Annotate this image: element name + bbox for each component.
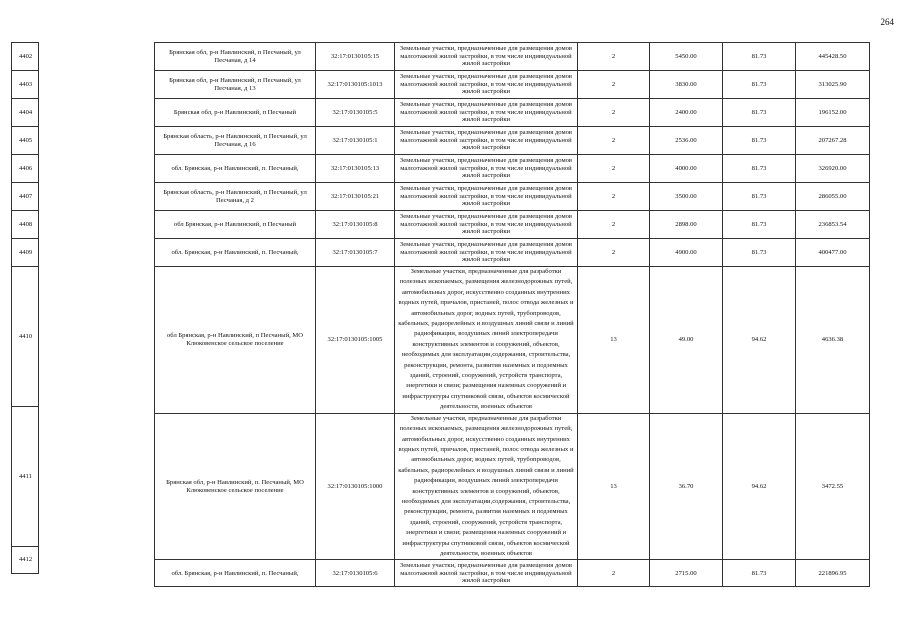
area-cell: 3830.00 [650, 71, 723, 99]
address-cell: обл Брянская, р-н Навлинский, п Песчаный [155, 211, 316, 239]
rate-cell: 94.62 [723, 267, 796, 414]
row-number-cell: 4409 [12, 239, 39, 267]
row-number-row [12, 43, 39, 71]
rate-cell: 81.73 [723, 71, 796, 99]
row-number-row [12, 211, 39, 239]
area-cell: 36.70 [650, 413, 723, 560]
row-number-row [12, 267, 39, 407]
area-cell: 4000.00 [650, 155, 723, 183]
land-purpose-cell: Земельные участки, предназначенные для разработки полезных ископаемых, размещения железнодорожных путей, автомобильных дорог, искусственно созданных внутренних водных путей, причалов, пристаней, полос отвода железных и автомобильных дорог, водных путей, трубопроводов, кабельных, радиорелейных и воздушных линий связи и линий радиофикации, воздушных линий электропередачи конструктивных элементов и сооружений, объектов, необходимых для эксплуатации,содержания, строительства, реконструкции, ремонта, развития наземных и подземных зданий, строений, сооружений, устройств транспорта, энергетики и связи; размещения наземных сооружений и инфраструктуры спутниковой связи, объектов космической деятельности, военных объектов [395, 413, 578, 560]
land-purpose-cell: Земельные участки, предназначенные для размещения домов малоэтажной жилой застройки, в том числе индивидуальной жилой застройки [395, 71, 578, 99]
table-row [155, 155, 870, 183]
group-cell: 2 [578, 211, 650, 239]
area-cell: 4900.00 [650, 239, 723, 267]
table-row [155, 413, 870, 560]
rate-cell: 81.73 [723, 127, 796, 155]
row-number-row [12, 183, 39, 211]
land-purpose-cell: Земельные участки, предназначенные для размещения домов малоэтажной жилой застройки, в том числе индивидуальной жилой застройки [395, 183, 578, 211]
row-number-row [12, 547, 39, 574]
table-row [155, 127, 870, 155]
cadastral-number-cell: 32:17:0130105:1 [316, 127, 395, 155]
row-number-row [12, 99, 39, 127]
cadastral-value-cell: 207267.28 [796, 127, 870, 155]
land-purpose-cell: Земельные участки, предназначенные для размещения домов малоэтажной жилой застройки, в том числе индивидуальной жилой застройки [395, 239, 578, 267]
rate-cell: 81.73 [723, 155, 796, 183]
land-purpose-cell: Земельные участки, предназначенные для размещения домов малоэтажной жилой застройки, в том числе индивидуальной жилой застройки [395, 560, 578, 587]
row-number-cell: 4406 [12, 155, 39, 183]
row-number-cell: 4407 [12, 183, 39, 211]
address-cell: обл. Брянская, р-н Навлинский, п. Песчаный, [155, 560, 316, 587]
row-number-cell: 4404 [12, 99, 39, 127]
row-number-cell: 4408 [12, 211, 39, 239]
area-cell: 2715.00 [650, 560, 723, 587]
cadastral-value-cell: 196152.00 [796, 99, 870, 127]
area-cell: 2898.00 [650, 211, 723, 239]
cadastral-value-cell: 3472.55 [796, 413, 870, 560]
row-number-cell: 4403 [12, 71, 39, 99]
group-cell: 2 [578, 155, 650, 183]
cadastral-value-cell: 286055.00 [796, 183, 870, 211]
group-cell: 2 [578, 127, 650, 155]
cadastral-number-cell: 32:17:0130105:13 [316, 155, 395, 183]
rate-cell: 81.73 [723, 183, 796, 211]
cadastral-value-cell: 445428.50 [796, 43, 870, 71]
rate-cell: 81.73 [723, 560, 796, 587]
land-purpose-cell: Земельные участки, предназначенные для размещения домов малоэтажной жилой застройки, в том числе индивидуальной жилой застройки [395, 43, 578, 71]
address-cell: Брянская область, р-н Навлинский, п Песчаный, ул Песчаная, д 16 [155, 127, 316, 155]
cadastral-number-cell: 32:17:0130105:1000 [316, 413, 395, 560]
row-number-column [11, 42, 39, 574]
row-number-cell: 4402 [12, 43, 39, 71]
land-purpose-cell: Земельные участки, предназначенные для размещения домов малоэтажной жилой застройки, в том числе индивидуальной жилой застройки [395, 127, 578, 155]
row-number-row [12, 407, 39, 547]
group-cell: 2 [578, 43, 650, 71]
row-number-cell: 4405 [12, 127, 39, 155]
cadastral-value-cell: 221896.95 [796, 560, 870, 587]
address-cell: обл Брянская, р-н Навлинский, п Песчаный, МО Клюковенское сельское поселение [155, 267, 316, 414]
address-cell: Брянская область, р-н Навлинский, п Песчаный, ул Песчаная, д 2 [155, 183, 316, 211]
group-cell: 13 [578, 413, 650, 560]
cadastral-number-cell: 32:17:0130105:21 [316, 183, 395, 211]
area-cell: 2536.00 [650, 127, 723, 155]
row-number-row [12, 155, 39, 183]
group-cell: 2 [578, 239, 650, 267]
cadastral-number-cell: 32:17:0130105:1005 [316, 267, 395, 414]
row-number-cell: 4412 [12, 547, 39, 574]
rate-cell: 81.73 [723, 43, 796, 71]
table-row [155, 43, 870, 71]
table-row [155, 183, 870, 211]
area-cell: 5450.00 [650, 43, 723, 71]
land-purpose-cell: Земельные участки, предназначенные для разработки полезных ископаемых, размещения железнодорожных путей, автомобильных дорог, искусственно созданных внутренних водных путей, причалов, пристаней, полос отвода железных и автомобильных дорог, водных путей, трубопроводов, кабельных, радиорелейных и воздушных линий связи и линий радиофикации, воздушных линий электропередачи конструктивных элементов и сооружений, объектов, необходимых для эксплуатации,содержания, строительства, реконструкции, ремонта, развития наземных и подземных зданий, строений, сооружений, устройств транспорта, энергетики и связи; размещения наземных сооружений и инфраструктуры спутниковой связи, объектов космической деятельности, военных объектов [395, 267, 578, 414]
cadastral-number-cell: 32:17:0130105:15 [316, 43, 395, 71]
cadastral-value-cell: 400477.00 [796, 239, 870, 267]
table-row [155, 99, 870, 127]
table-row [155, 239, 870, 267]
table-row [155, 560, 870, 587]
land-purpose-cell: Земельные участки, предназначенные для размещения домов малоэтажной жилой застройки, в том числе индивидуальной жилой застройки [395, 155, 578, 183]
row-number-cell: 4410 [12, 267, 39, 407]
table-row [155, 211, 870, 239]
group-cell: 2 [578, 99, 650, 127]
rate-cell: 81.73 [723, 239, 796, 267]
cadastral-value-cell: 326920.00 [796, 155, 870, 183]
area-cell: 2400.00 [650, 99, 723, 127]
area-cell: 3500.00 [650, 183, 723, 211]
rate-cell: 94.62 [723, 413, 796, 560]
rate-cell: 81.73 [723, 99, 796, 127]
area-cell: 49.00 [650, 267, 723, 414]
group-cell: 2 [578, 183, 650, 211]
cadastral-number-cell: 32:17:0130105:6 [316, 560, 395, 587]
cadastral-number-cell: 32:17:0130105:8 [316, 211, 395, 239]
page-number: 264 [880, 17, 894, 27]
address-cell: Брянская обл, р-н Навлинский, п Песчаный [155, 99, 316, 127]
table-row [155, 71, 870, 99]
land-purpose-cell: Земельные участки, предназначенные для размещения домов малоэтажной жилой застройки, в том числе индивидуальной жилой застройки [395, 211, 578, 239]
row-number-row [12, 71, 39, 99]
row-number-cell: 4411 [12, 407, 39, 547]
group-cell: 13 [578, 267, 650, 414]
land-purpose-cell: Земельные участки, предназначенные для размещения домов малоэтажной жилой застройки, в том числе индивидуальной жилой застройки [395, 99, 578, 127]
group-cell: 2 [578, 71, 650, 99]
cadastral-number-cell: 32:17:0130105:7 [316, 239, 395, 267]
address-cell: Брянская обл, р-н Навлинский, п Песчаный, ул Песчаная, д 13 [155, 71, 316, 99]
row-number-row [12, 127, 39, 155]
row-number-row [12, 239, 39, 267]
table-row [155, 267, 870, 414]
cadastral-value-cell: 4636.38 [796, 267, 870, 414]
cadastral-value-cell: 236853.54 [796, 211, 870, 239]
cadastral-value-cell: 313025.90 [796, 71, 870, 99]
address-cell: Брянская обл, р-н Навлинский, п Песчаный, ул Песчаная, д 14 [155, 43, 316, 71]
rate-cell: 81.73 [723, 211, 796, 239]
address-cell: обл. Брянская, р-н Навлинский, п. Песчаный, [155, 239, 316, 267]
group-cell: 2 [578, 560, 650, 587]
land-plots-table [154, 42, 870, 587]
cadastral-number-cell: 32:17:0130105:5 [316, 99, 395, 127]
address-cell: обл. Брянская, р-н Навлинский, п. Песчаный, [155, 155, 316, 183]
address-cell: Брянская обл, р-н Навлинский, п. Песчаный, МО Клюковенское сельское поселение [155, 413, 316, 560]
cadastral-number-cell: 32:17:0130105:1013 [316, 71, 395, 99]
